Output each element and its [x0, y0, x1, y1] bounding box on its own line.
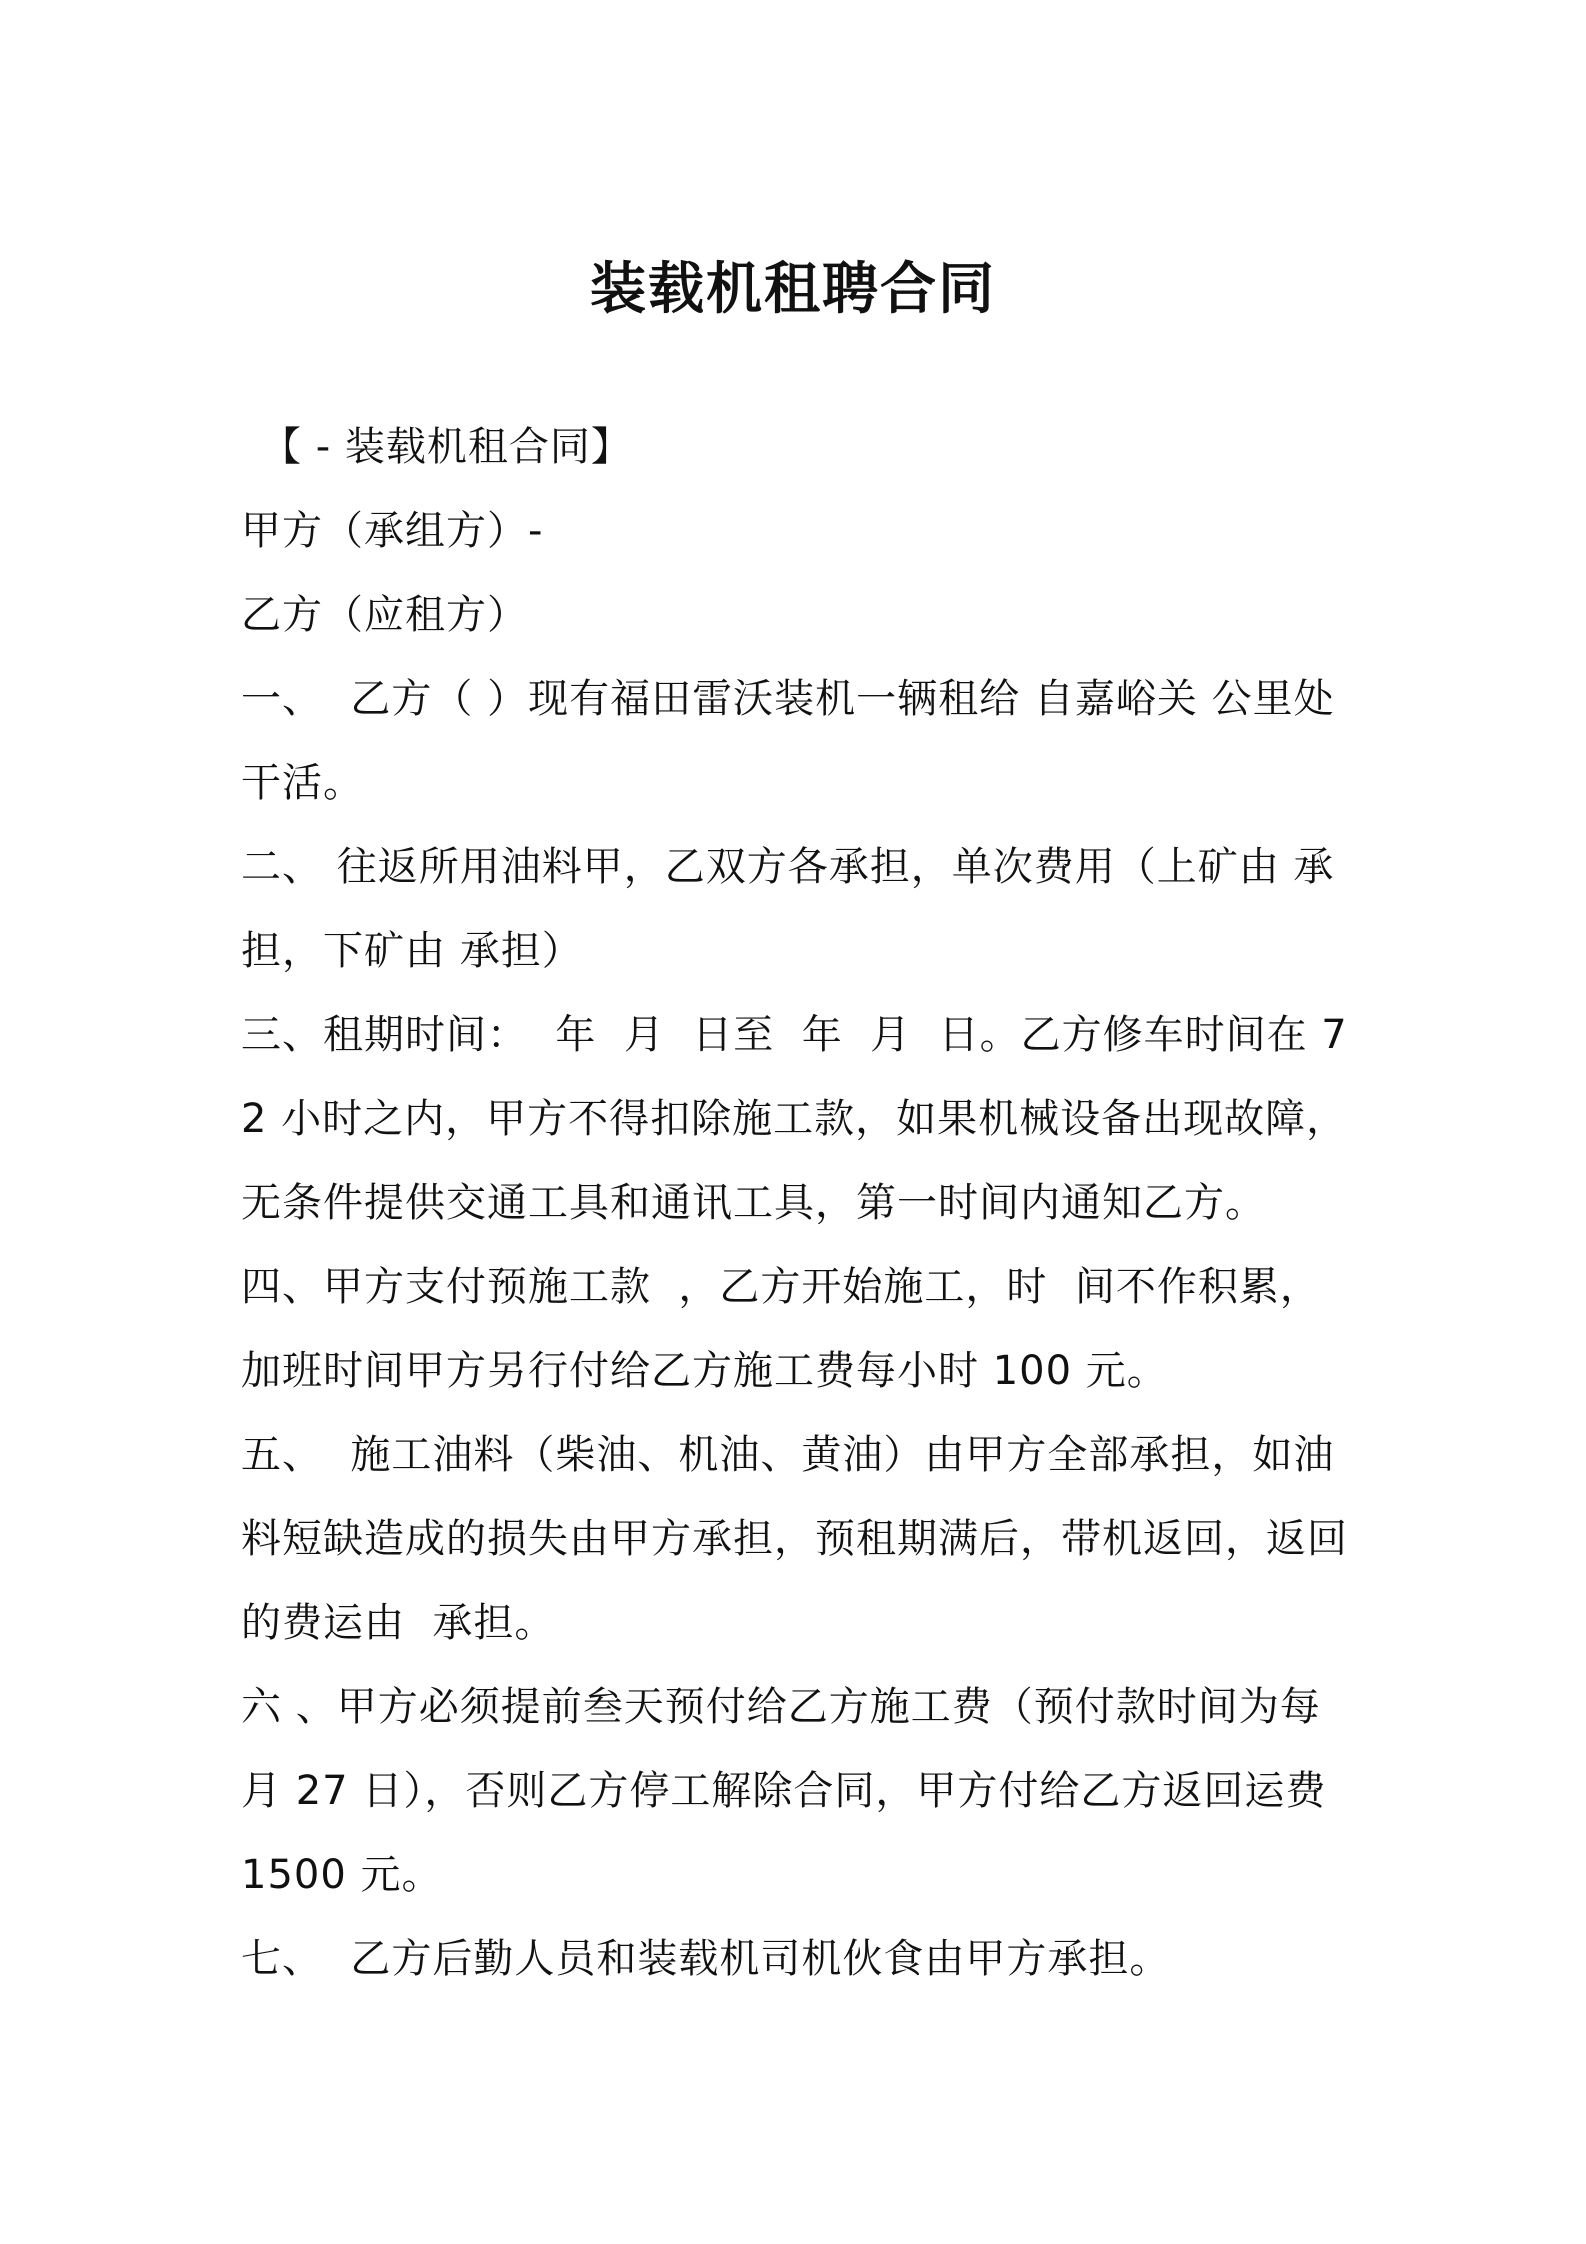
clause-2: 二、 往返所用油料甲，乙双方各承担，单次费用（上矿由 承担，下矿由 承担） [241, 844, 1335, 974]
document-title: 装载机租聘合同 [590, 257, 996, 322]
clause-4: 四、甲方支付预施工款 ，乙方开始施工，时 间不作积累，加班时间甲方另行付给乙方施工费每小时 100 元。 [241, 1264, 1321, 1394]
clause-3: 三、租期时间： 年 月 日至 年 月 日。乙方修车时间在 72 小时之内，甲方不得扣除施工款，如果机械设备出现故障，无条件提供交通工具和通讯工具，第一时间内通知乙方。 [241, 1012, 1348, 1226]
party-a-line: 甲方（承组方）- [241, 508, 544, 554]
clause-6: 六 、甲方必须提前叁天预付给乙方施工费（预付款时间为每月 27 日），否则乙方停工解除合同，甲方付给乙方返回运费 1500 元。 [241, 1684, 1341, 1898]
document-body [241, 405, 1361, 2001]
party-b-line: 乙方（应租方） [241, 592, 528, 638]
clause-7: 七、 乙方后勤人员和装载机司机伙食由甲方承担。 [241, 1936, 1171, 1982]
contract-subtitle: 【 - 装载机租合同】 [261, 424, 632, 470]
clause-1: 一、 乙方（ ）现有福田雷沃装机一辆租给 自嘉峪关 公里处干活。 [241, 676, 1335, 806]
clause-5: 五、 施工油料（柴油、机油、黄油）由甲方全部承担，如油料短缺造成的损失由甲方承担，预租期满后，带机返回，返回的费运由 承担。 [241, 1432, 1348, 1646]
